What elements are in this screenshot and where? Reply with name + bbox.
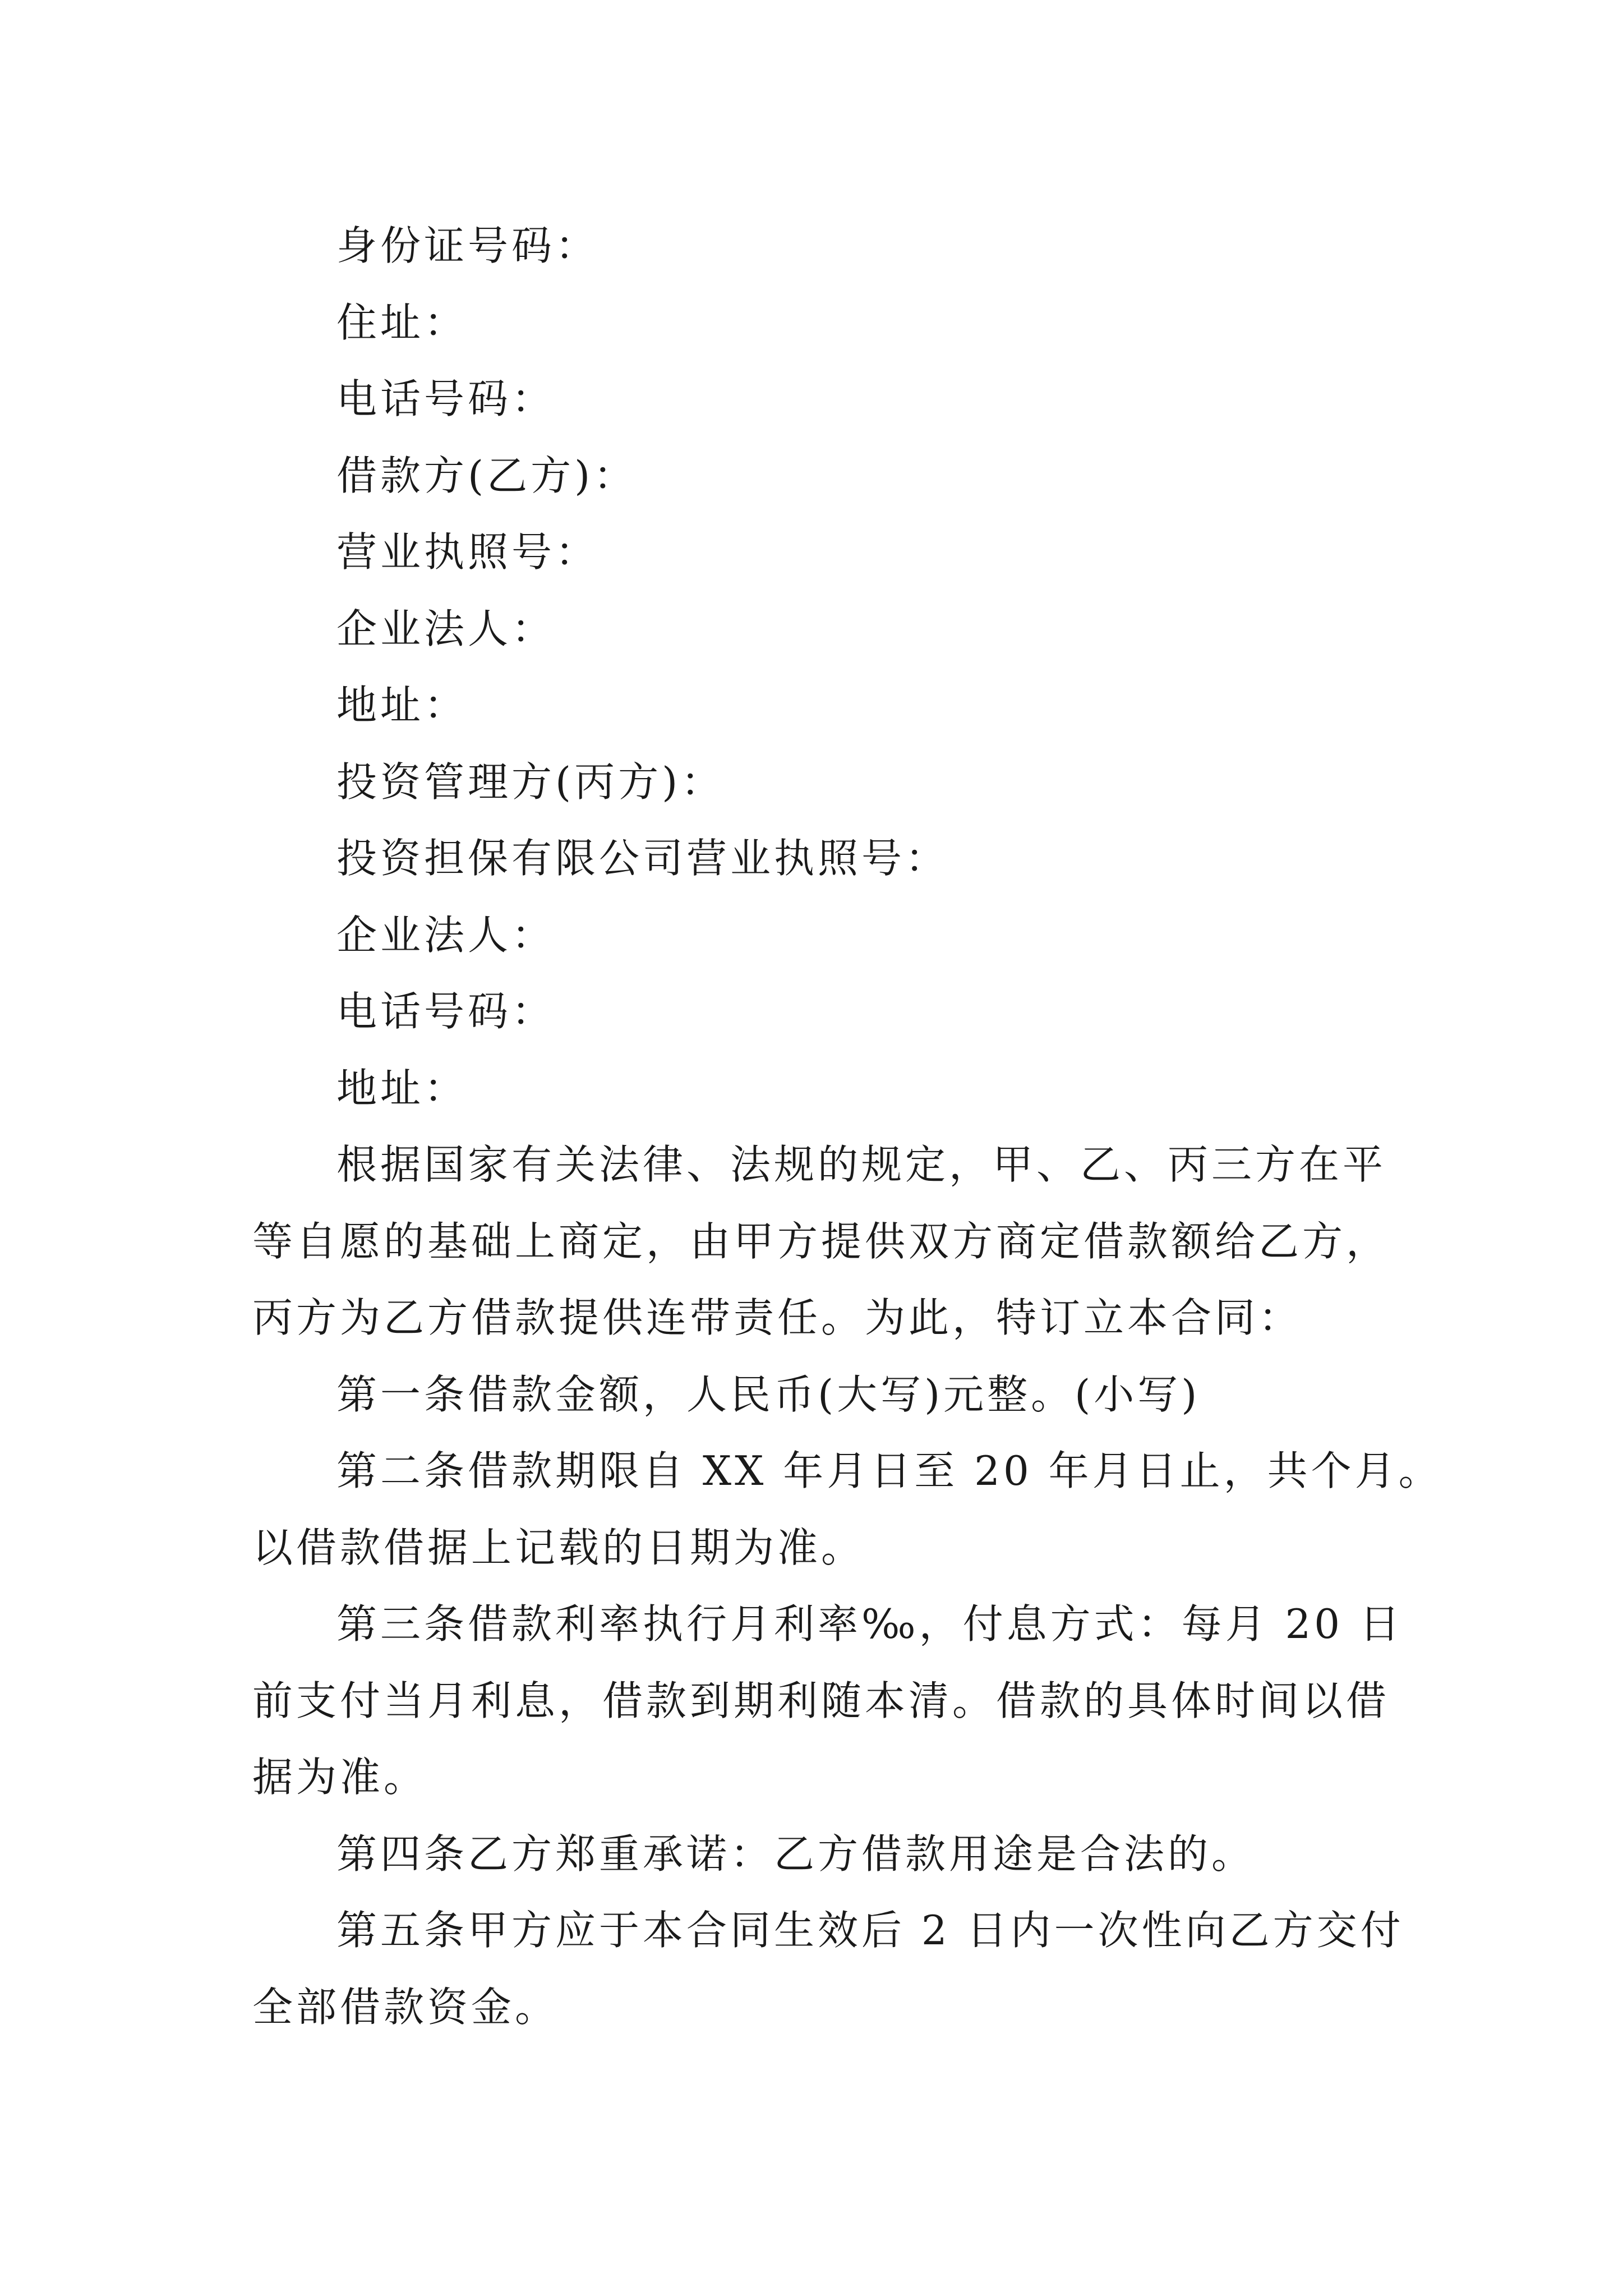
article-1 [252,1356,1391,1433]
paragraph-line: 等自愿的基础上商定，由甲方提供双方商定借款额给乙方， [252,1217,1390,1265]
paragraph-line: 根据国家有关法律、法规的规定，甲、乙、丙三方在平 [336,1141,1387,1188]
paragraph-line: 以借款借据上记载的日期为准。 [252,1524,865,1571]
paragraph-line: 第三条借款利率执行月利率‰，付息方式：每月 20 日 [336,1600,1404,1648]
paragraph-line: 全部借款资金。 [252,1983,559,2031]
article-3 [252,1586,1404,1816]
field-phone: 电话号码： [336,375,556,422]
field-manager-address: 地址： [336,1064,468,1112]
article-5 [252,1892,1404,2045]
field-address: 住址： [336,298,468,346]
field-business-license: 营业执照号： [336,528,600,576]
field-id-number: 身份证号码： [336,222,600,269]
paragraph-line: 前支付当月利息，借款到期利随本清。借款的具体时间以借 [252,1677,1390,1724]
paragraph-intro [252,1126,1391,1356]
article-4 [252,1816,1391,1893]
field-guarantee-company-license: 投资担保有限公司营业执照号： [336,835,949,882]
article-2 [252,1433,1442,1586]
paragraph-line: 据为准。 [252,1754,428,1801]
paragraph-line: 第四条乙方郑重承诺：乙方借款用途是合法的。 [336,1830,1256,1878]
field-borrower-address: 地址： [336,682,468,729]
field-legal-person: 企业法人： [336,605,556,652]
paragraph-line: 第二条借款期限自 XX 年月日至 20 年月日止，共个月。 [336,1447,1442,1494]
contract-body [252,208,1442,2045]
field-manager-legal-person: 企业法人： [336,911,556,959]
paragraph-line: 第五条甲方应于本合同生效后 2 日内一次性向乙方交付 [336,1907,1404,1954]
paragraph-line: 第一条借款金额，人民币(大写)元整。(小写) [336,1370,1201,1418]
paragraph-line: 丙方为乙方借款提供连带责任。为此，特订立本合同： [252,1294,1303,1341]
field-manager-phone: 电话号码： [336,988,556,1035]
field-investment-manager: 投资管理方(丙方)： [336,758,725,806]
field-borrower: 借款方(乙方)： [336,452,638,499]
